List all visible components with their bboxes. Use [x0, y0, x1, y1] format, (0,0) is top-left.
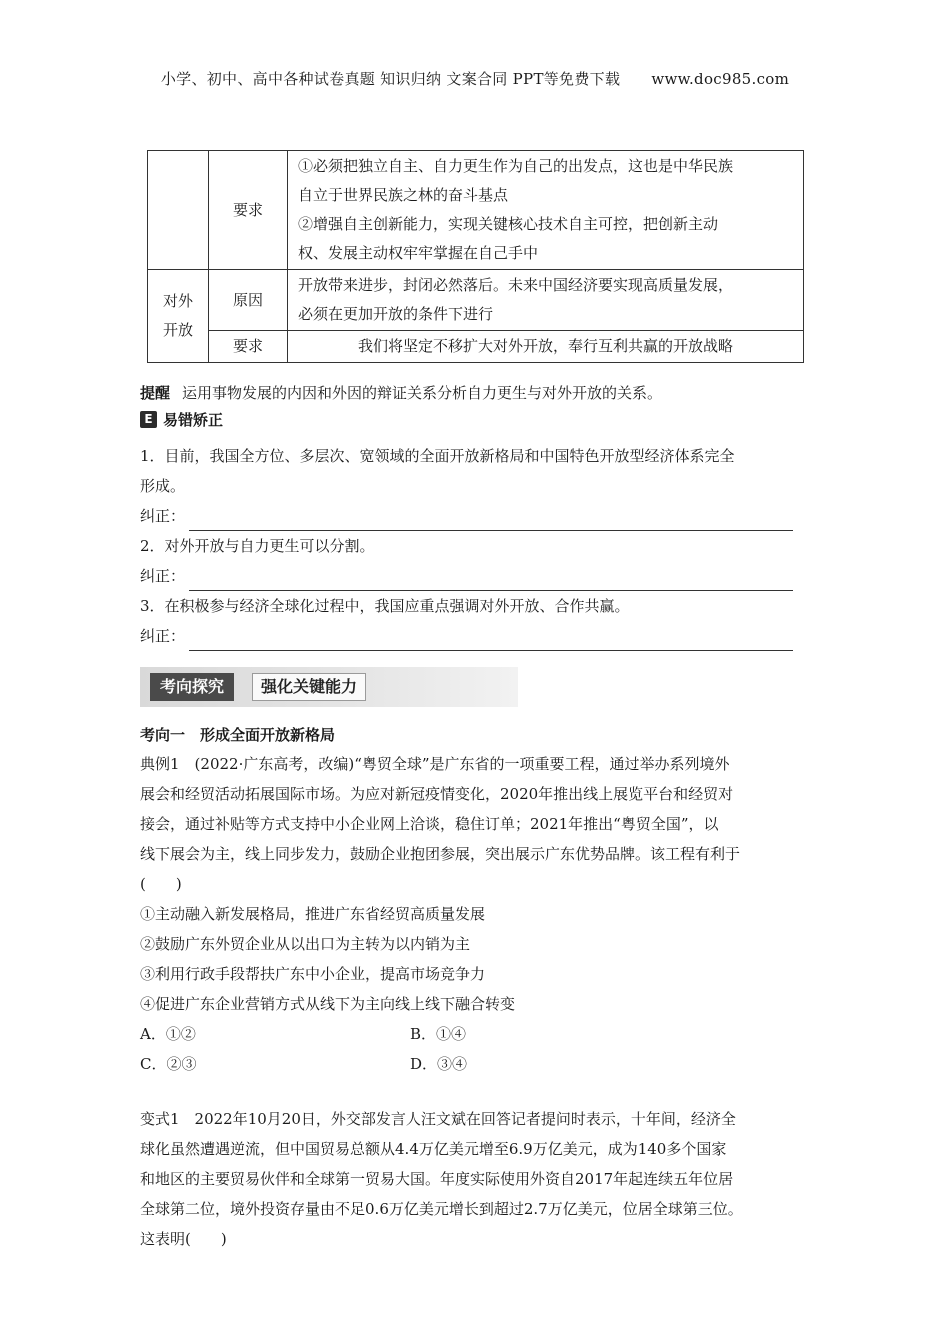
- correction-label: 纠正：: [140, 507, 186, 525]
- statement-item: ③利用行政手段帮扶广东中小企业，提高市场竞争力: [140, 965, 486, 983]
- tip-text: 运用事物发展的内因和外因的辩证关系分析自力更生与对外开放的关系。: [182, 384, 663, 402]
- category-line: 对外: [162, 292, 193, 310]
- tip-lead: 提醒: [140, 384, 171, 402]
- table-row: [148, 151, 804, 270]
- options-row: [140, 1019, 812, 1049]
- page-header: [0, 68, 950, 89]
- statement-item: ②鼓励广东外贸企业从以出口为主转为以内销为主: [140, 935, 471, 953]
- example-line: 接会，通过补贴等方式支持中小企业网上洽谈，稳住订单；2021年推出“粤贸全国”，以: [140, 815, 719, 833]
- options-row: [140, 1049, 812, 1079]
- correction-row: [140, 501, 812, 531]
- table-row: [148, 270, 804, 331]
- table-cell-content: [288, 270, 804, 331]
- example-question: [140, 749, 812, 1079]
- option-c[interactable]: C．②③: [140, 1055, 197, 1073]
- option-a[interactable]: A．①②: [140, 1025, 196, 1043]
- table-line: 必须在更加开放的条件下进行: [298, 305, 494, 323]
- variant-line: 球化虽然遭遇逆流，但中国贸易总额从4.4万亿美元增至6.9万亿美元，成为140多个国家: [140, 1140, 727, 1158]
- variant-line: 和地区的主要贸易伙伴和全球第一贸易大国。年度实际使用外资自2017年起连续五年位居: [140, 1170, 734, 1188]
- error-section-heading: [140, 409, 812, 430]
- correction-row: [140, 621, 812, 651]
- statement-item: ①主动融入新发展格局，推进广东省经贸高质量发展: [140, 905, 486, 923]
- error-section-title: 易错矫正: [163, 411, 224, 429]
- correction-label: 纠正：: [140, 627, 186, 645]
- category-line: 开放: [162, 321, 193, 339]
- correction-blank[interactable]: [189, 570, 793, 591]
- example-line: 线下展会为主，线上同步发力，鼓励企业抱团参展，突出展示广东优势品牌。该工程有利于: [140, 845, 741, 863]
- table-line: ①必须把独立自主、自力更生作为自己的出发点，这也是中华民族: [298, 157, 734, 175]
- correction-row: [140, 561, 812, 591]
- variant-line: 这表明( ): [140, 1230, 227, 1248]
- variant-line: 变式1 2022年10月20日，外交部发言人汪文斌在回答记者提问时表示，十年间，经济全: [140, 1110, 736, 1128]
- header-site-link[interactable]: www.doc985.com: [651, 70, 790, 88]
- table-cell-label: 要求: [209, 331, 288, 363]
- correction-blank[interactable]: [189, 510, 793, 531]
- table-line: ②增强自主创新能力，实现关键核心技术自主可控，把创新主动: [298, 215, 719, 233]
- option-b[interactable]: B．①④: [410, 1025, 467, 1043]
- tip-note: [140, 382, 812, 403]
- variant-question: [140, 1104, 812, 1254]
- banner-title: 考向探究: [150, 673, 234, 701]
- table-line: 权、发展主动权牢牢掌握在自己手中: [298, 244, 539, 262]
- table-cell-content: 我们将坚定不移扩大对外开放，奉行互利共赢的开放战略: [288, 331, 804, 363]
- summary-table: [147, 150, 804, 363]
- statement-item: ④促进广东企业营销方式从线下为主向线上线下融合转变: [140, 995, 516, 1013]
- error-question: 3．在积极参与经济全球化过程中，我国应重点强调对外开放、合作共赢。: [140, 597, 630, 615]
- answer-blank: ( ): [140, 875, 182, 893]
- direction-title: 考向一 形成全面开放新格局: [140, 726, 336, 744]
- table-line: 开放带来进步，封闭必然落后。未来中国经济要实现高质量发展，: [298, 276, 734, 294]
- error-question: 2．对外开放与自力更生可以分割。: [140, 537, 375, 555]
- correction-label: 纠正：: [140, 567, 186, 585]
- example-line: 典例1 (2022·广东高考，改编)“粤贸全球”是广东省的一项重要工程，通过举办系列境外: [140, 755, 730, 773]
- error-question: 1．目前，我国全方位、多层次、宽领域的全面开放新格局和中国特色开放型经济体系完全: [140, 447, 735, 465]
- table-cell-label: 要求: [209, 151, 288, 270]
- variant-line: 全球第二位，境外投资存量由不足0.6万亿美元增长到超过2.7万亿美元，位居全球第三位。: [140, 1200, 743, 1218]
- error-item: [140, 591, 812, 651]
- section-banner: [140, 667, 518, 707]
- correction-blank[interactable]: [189, 630, 793, 651]
- table-cell-label: 原因: [209, 270, 288, 331]
- table-line: 自立于世界民族之林的奋斗基点: [298, 186, 509, 204]
- error-question-cont: 形成。: [140, 477, 186, 495]
- table-cell-empty: [148, 151, 209, 270]
- example-line: 展会和经贸活动拓展国际市场。为应对新冠疫情变化，2020年推出线上展览平台和经贸对: [140, 785, 734, 803]
- banner-subtitle: 强化关键能力: [252, 673, 366, 701]
- error-section-icon: E: [140, 411, 157, 428]
- error-item: [140, 441, 812, 531]
- table-cell-category: [148, 270, 209, 363]
- error-item: [140, 531, 812, 591]
- table-cell-content: [288, 151, 804, 270]
- option-d[interactable]: D．③④: [410, 1055, 468, 1073]
- header-text: 小学、初中、高中各种试卷真题 知识归纳 文案合同 PPT等免费下载: [160, 70, 621, 88]
- table-row: [148, 331, 804, 363]
